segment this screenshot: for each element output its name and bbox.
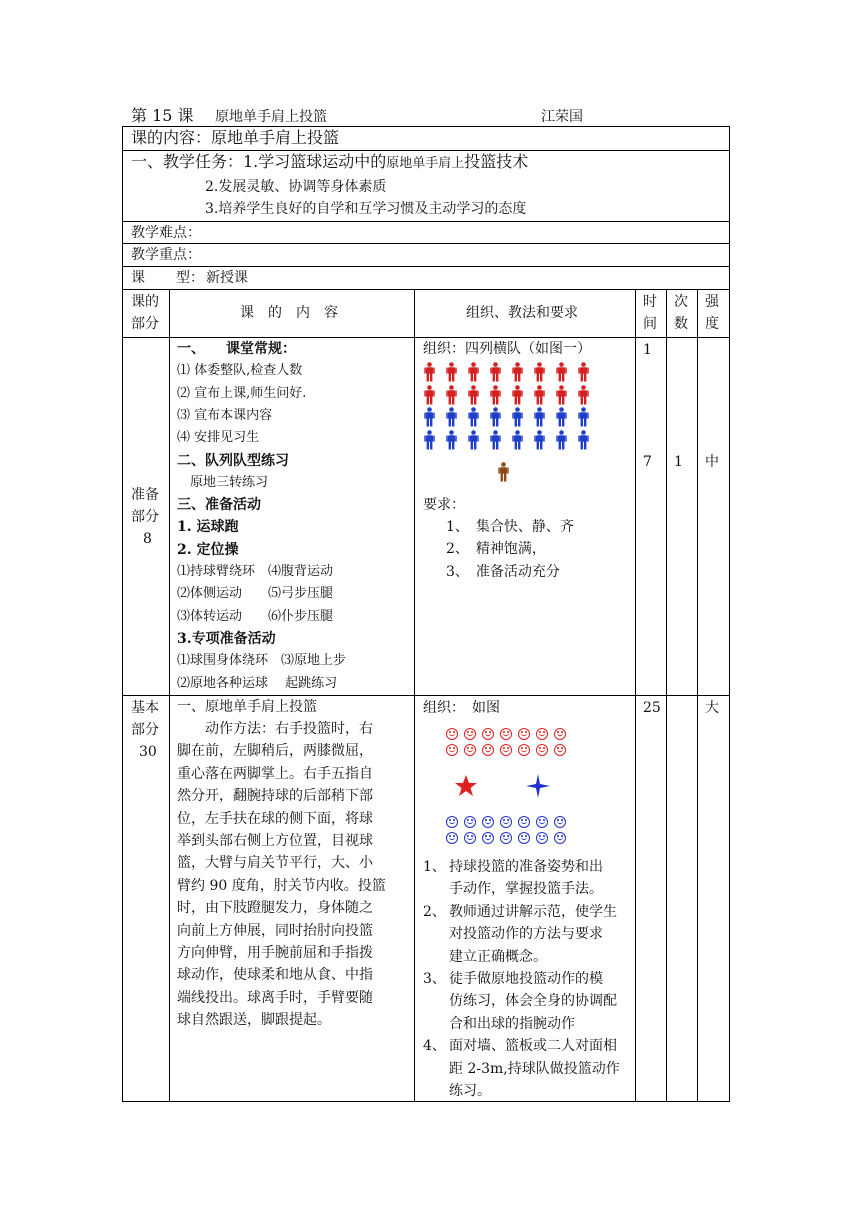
student-icon	[512, 407, 523, 427]
prep-intensity: 中	[705, 454, 719, 470]
student-face-icon	[554, 744, 566, 756]
student-icon	[534, 430, 545, 450]
prep-line: ⑴ 体委整队,检查人数	[177, 363, 303, 379]
basic-method-line: 时，由下肢蹬腿发力，身体随之	[177, 900, 373, 917]
prep-line: ⑴持球臂绕环 ⑷腹背运动	[177, 564, 334, 579]
student-icon	[556, 407, 567, 427]
header-time-1: 时	[643, 294, 657, 310]
student-icon	[446, 430, 457, 450]
prep-part-label-1: 准备	[131, 487, 159, 503]
header-count-1: 次	[674, 294, 688, 310]
student-face-icon	[518, 832, 530, 844]
student-icon	[468, 407, 479, 427]
prep-line: ⑶ 宣布本课内容	[177, 407, 273, 423]
basic-org-title: 组织： 如图	[423, 700, 500, 716]
header-time-2: 间	[643, 316, 657, 332]
student-icon	[534, 362, 545, 382]
method-line: 手动作，掌握投篮手法。	[449, 881, 603, 898]
prep-line: ⑵体侧运动 ⑸弓步压腿	[177, 586, 334, 602]
basic-time: 25	[643, 700, 661, 716]
method-number: 1、	[423, 859, 446, 875]
method-line: 建立正确概念。	[449, 948, 547, 965]
student-face-icon	[482, 832, 494, 844]
student-icon	[446, 362, 457, 382]
method-number: 4、	[423, 1038, 446, 1055]
basic-method-line: 动作方法：右手投篮时，右	[177, 721, 373, 737]
prep-req-title: 要求：	[423, 497, 465, 513]
method-line: 仿练习，体会全身的协调配	[449, 993, 617, 1010]
task-1	[131, 151, 528, 175]
header-intensity-2: 度	[705, 316, 719, 332]
basic-method-line: 篮，大臂与肩关节平行，大、小	[177, 855, 373, 872]
prep-line: 1. 运球跑	[177, 519, 239, 536]
student-icon	[468, 362, 479, 382]
prep-line: 一、 课堂常规：	[177, 341, 296, 357]
basic-method-line: 脚在前，左脚稍后，两膝微屈，	[177, 743, 373, 760]
task-2: 2.发展灵敏、协调等身体素质	[205, 179, 387, 195]
basic-method-line: 重心落在两脚掌上。右手五指自	[177, 765, 373, 782]
task-3: 3.培养学生良好的自学和互学习惯及主动学习的态度	[205, 201, 527, 217]
prep-line: 二、队列队型练习	[177, 452, 289, 469]
task-1-small: 原地单手肩上	[386, 156, 465, 171]
student-face-icon	[554, 816, 566, 828]
prep-line: 原地三转练习	[177, 474, 269, 490]
student-face-icon	[464, 728, 476, 740]
basic-method-line: 方向伸臂，用手腕前屈和手指拨	[177, 945, 373, 961]
header-content: 课 的 内 容	[240, 305, 338, 321]
prep-time-2: 7	[643, 454, 652, 470]
prep-line: 三、准备活动	[177, 497, 261, 514]
student-face-icon	[500, 744, 512, 756]
student-icon	[534, 385, 545, 405]
task-1-suffix: 投篮技术	[464, 152, 529, 171]
formation-diagram	[420, 360, 620, 490]
lesson-type-value: 新授课	[206, 270, 248, 286]
student-icon	[424, 407, 435, 427]
method-line: 距 2-3m,持球队做投篮动作	[449, 1060, 620, 1077]
prep-line: ⑵原地各种运球 起跳练习	[177, 675, 338, 691]
student-face-icon	[500, 728, 512, 740]
basic-method-line: 位，左手扶在球的侧下面，将球	[177, 810, 373, 827]
student-icon	[424, 385, 435, 405]
basic-part-label-2: 部分	[131, 722, 159, 738]
prep-req-3: 3、 准备活动充分	[446, 564, 560, 580]
lesson-type-label-b: 型：	[176, 270, 204, 286]
method-line: 持球投篮的准备姿势和出	[449, 859, 603, 875]
prep-part-label-3: 8	[143, 531, 152, 547]
task-1-prefix: 一、教学任务：1.学习篮球运动中的	[131, 152, 387, 171]
student-face-icon	[536, 832, 548, 844]
student-face-icon	[482, 744, 494, 756]
student-face-icon	[446, 744, 458, 756]
student-icon	[446, 385, 457, 405]
student-icon	[512, 430, 523, 450]
student-icon	[490, 430, 501, 450]
prep-line: 2. 定位操	[177, 541, 239, 558]
header-count-2: 数	[674, 316, 688, 332]
method-line: 合和出球的指腕动作	[449, 1015, 575, 1032]
drill-diagram	[420, 722, 620, 852]
basic-part-label-3: 30	[139, 744, 157, 760]
student-icon	[556, 430, 567, 450]
basic-method-line: 球动作，使球柔和地从食、中指	[177, 967, 373, 984]
student-face-icon	[518, 744, 530, 756]
header-part-1: 课的	[131, 294, 159, 310]
student-face-icon	[464, 816, 476, 828]
method-line: 对投篮动作的方法与要求	[449, 926, 603, 943]
student-icon	[490, 362, 501, 382]
lesson-title: 原地单手肩上投篮	[215, 109, 327, 125]
basic-method-line: 举到头部右侧上方位置，目视球	[177, 833, 373, 849]
method-line: 徒手做原地投篮动作的模	[449, 971, 603, 987]
star-icon	[454, 774, 478, 802]
student-face-icon	[536, 744, 548, 756]
prep-line: 3.专项准备活动	[177, 630, 276, 647]
header-org: 组织、教法和要求	[466, 305, 578, 321]
basic-method-line: 球自然跟送，脚跟提起。	[177, 1012, 331, 1029]
student-icon	[446, 407, 457, 427]
prep-count: 1	[674, 454, 683, 470]
student-face-icon	[536, 728, 548, 740]
prep-line: ⑷ 安排见习生	[177, 430, 260, 446]
student-icon	[578, 430, 589, 450]
content-row: 课的内容：原地单手肩上投篮	[131, 128, 340, 147]
student-icon	[512, 362, 523, 382]
student-face-icon	[446, 832, 458, 844]
key-points-label: 教学重点：	[131, 247, 201, 263]
prep-org-title: 组织：四列横队（如图一）	[423, 341, 591, 357]
difficulty-label: 教学难点：	[131, 225, 201, 241]
student-icon	[556, 362, 567, 382]
student-face-icon	[500, 832, 512, 844]
prep-req-2: 2、 精神饱满，	[446, 541, 546, 557]
student-face-icon	[500, 816, 512, 828]
student-icon	[490, 407, 501, 427]
student-face-icon	[518, 816, 530, 828]
sparkle-icon	[526, 774, 550, 802]
method-line: 练习。	[449, 1083, 491, 1099]
student-icon	[578, 362, 589, 382]
student-face-icon	[536, 816, 548, 828]
method-line: 面对墙、篮板或二人对面相	[449, 1038, 617, 1055]
teacher-icon	[498, 462, 509, 482]
basic-method-line: 臂约 90 度角，肘关节内收。投篮	[177, 877, 386, 894]
student-face-icon	[446, 816, 458, 828]
student-icon	[512, 385, 523, 405]
basic-method-line: 向前上方伸展，同时抬肘向投篮	[177, 922, 373, 939]
student-face-icon	[446, 728, 458, 740]
header-part-2: 部分	[131, 316, 159, 332]
prep-req-1: 1、 集合快、静、齐	[446, 519, 574, 535]
student-icon	[578, 407, 589, 427]
student-icon	[468, 430, 479, 450]
student-icon	[468, 385, 479, 405]
student-face-icon	[482, 728, 494, 740]
student-icon	[534, 407, 545, 427]
student-face-icon	[464, 832, 476, 844]
prep-line: ⑵ 宣布上课,师生问好.	[177, 385, 307, 401]
basic-method-line: 然分开，翻腕持球的后部稍下部	[177, 788, 373, 805]
basic-method-line: 端线投出。球离手时，手臂要随	[177, 989, 373, 1006]
teacher-name: 江荣国	[541, 109, 583, 125]
student-icon	[424, 430, 435, 450]
student-icon	[490, 385, 501, 405]
student-face-icon	[482, 816, 494, 828]
student-icon	[578, 385, 589, 405]
method-line: 教师通过讲解示范，使学生	[449, 903, 617, 920]
method-number: 3、	[423, 971, 446, 987]
student-face-icon	[518, 728, 530, 740]
lesson-number: 第 15 课	[131, 106, 194, 125]
header-intensity-1: 强	[705, 294, 719, 310]
student-face-icon	[464, 744, 476, 756]
basic-title: 一、原地单手肩上投篮	[177, 699, 317, 715]
student-face-icon	[554, 728, 566, 740]
lesson-type-label-a: 课	[131, 270, 145, 286]
prep-line: ⑶体转运动 ⑹仆步压腿	[177, 608, 334, 624]
student-icon	[556, 385, 567, 405]
method-number: 2、	[423, 903, 446, 920]
basic-part-label-1: 基本	[131, 700, 159, 716]
prep-part-label-2: 部分	[131, 509, 159, 525]
basic-intensity: 大	[705, 700, 719, 716]
prep-line: ⑴球围身体绕环 ⑶原地上步	[177, 653, 347, 669]
prep-time-1: 1	[643, 342, 652, 358]
student-face-icon	[554, 832, 566, 844]
student-icon	[424, 362, 435, 382]
